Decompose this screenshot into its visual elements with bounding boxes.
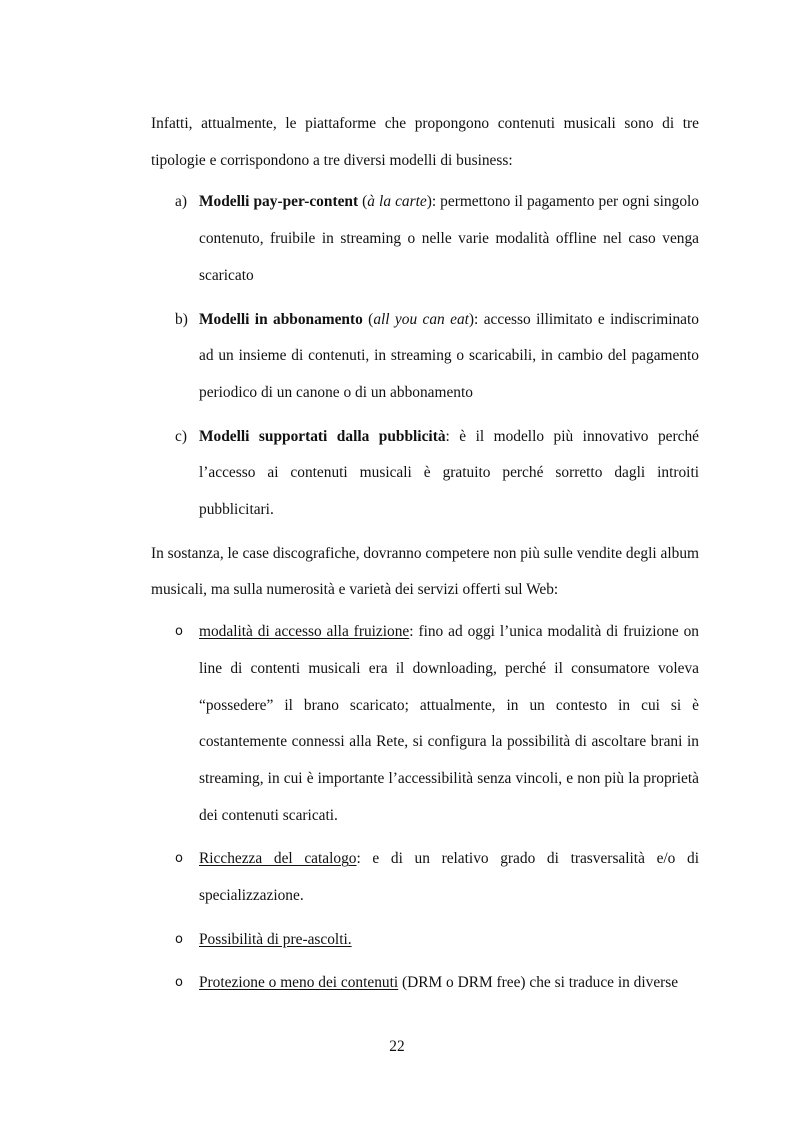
model-description: accesso illimitato e indiscriminato ad un insieme di contenuti, in streaming o scaricabili, in cambio del pagamento periodico di un canone o di un abbonamento [199, 310, 699, 401]
model-alias: all you can eat [373, 310, 469, 328]
model-alias: à la carte [367, 193, 427, 211]
summary-paragraph: In sostanza, le case discografiche, dovranno competere non più sulle vendite degli album musicali, ma sulla numerosità e varietà dei servizi offerti sul Web: [151, 544, 699, 599]
model-description: : è il modello più innovativo perché l’accesso ai contenuti musicali è gratuito perché sorretto dagli introiti pubblicitari. [199, 427, 699, 519]
model-title: Modelli supportati dalla pubblicità [199, 427, 446, 445]
list-marker: b) [175, 310, 188, 328]
model-title: Modelli pay-per-content [199, 193, 359, 211]
list-item-protection [151, 965, 699, 1002]
model-title: Modelli in abbonamento [199, 310, 363, 328]
list-item-model-a: a) Modelli pay-per-content (à la carte): permettono il pagamento per ogni singolo contenuto, fruibile in streaming o nelle varie modalità offline nel caso venga scaricato [151, 184, 699, 294]
list-item-access-mode [151, 614, 699, 834]
bullet-marker: o [175, 931, 183, 947]
service-title: Possibilità di pre-ascolti. [199, 930, 352, 948]
service-description: (DRM o DRM free) che si traduce in diverse [398, 974, 679, 992]
list-item-previews [151, 922, 699, 959]
list-item-catalog [151, 841, 699, 914]
business-models-list [151, 184, 699, 528]
service-description: : fino ad oggi l’unica modalità di fruizione on line di contenti musicali era il downloading, perché il consumatore voleva “possedere” il brano scaricato; attualmente, in un contesto in cui si è costantemente connessi alla Rete, si configura la possibilità di ascoltare brani in streaming, in cui è importante l’accessibilità senza vincoli, e non più la proprietà dei contenuti scaricati. [199, 623, 700, 824]
intro-paragraph: Infatti, attualmente, le piattaforme che propongono contenuti musicali sono di tre tipologie e corrispondono a tre diversi modelli di business: [151, 115, 699, 169]
list-item-model-c [151, 419, 699, 529]
service-title: Protezione o meno dei contenuti [199, 974, 399, 992]
list-marker: a) [175, 193, 187, 211]
model-description: permettono il pagamento per ogni singolo contenuto, fruibile in streaming o nelle varie modalità offline nel caso venga scaricato [199, 193, 699, 284]
bullet-marker: o [175, 975, 183, 991]
list-marker: c) [175, 427, 187, 445]
bullet-marker: o [175, 851, 183, 867]
bullet-marker: o [175, 624, 183, 640]
service-title: Ricchezza del catalogo [199, 850, 357, 868]
document-page [151, 106, 699, 1002]
services-list [151, 614, 699, 1002]
service-title: modalità di accesso alla fruizione [199, 623, 410, 641]
page-number: 22 [389, 1038, 405, 1055]
list-item-model-b: b) Modelli in abbonamento (all you can eat): accesso illimitato e indiscriminato ad un insieme di contenuti, in streaming o scaricabili, in cambio del pagamento periodico di un canone o di un abbonamento [151, 302, 699, 412]
service-description: : e di un relativo grado di trasversalità e/o di specializzazione. [199, 850, 700, 905]
